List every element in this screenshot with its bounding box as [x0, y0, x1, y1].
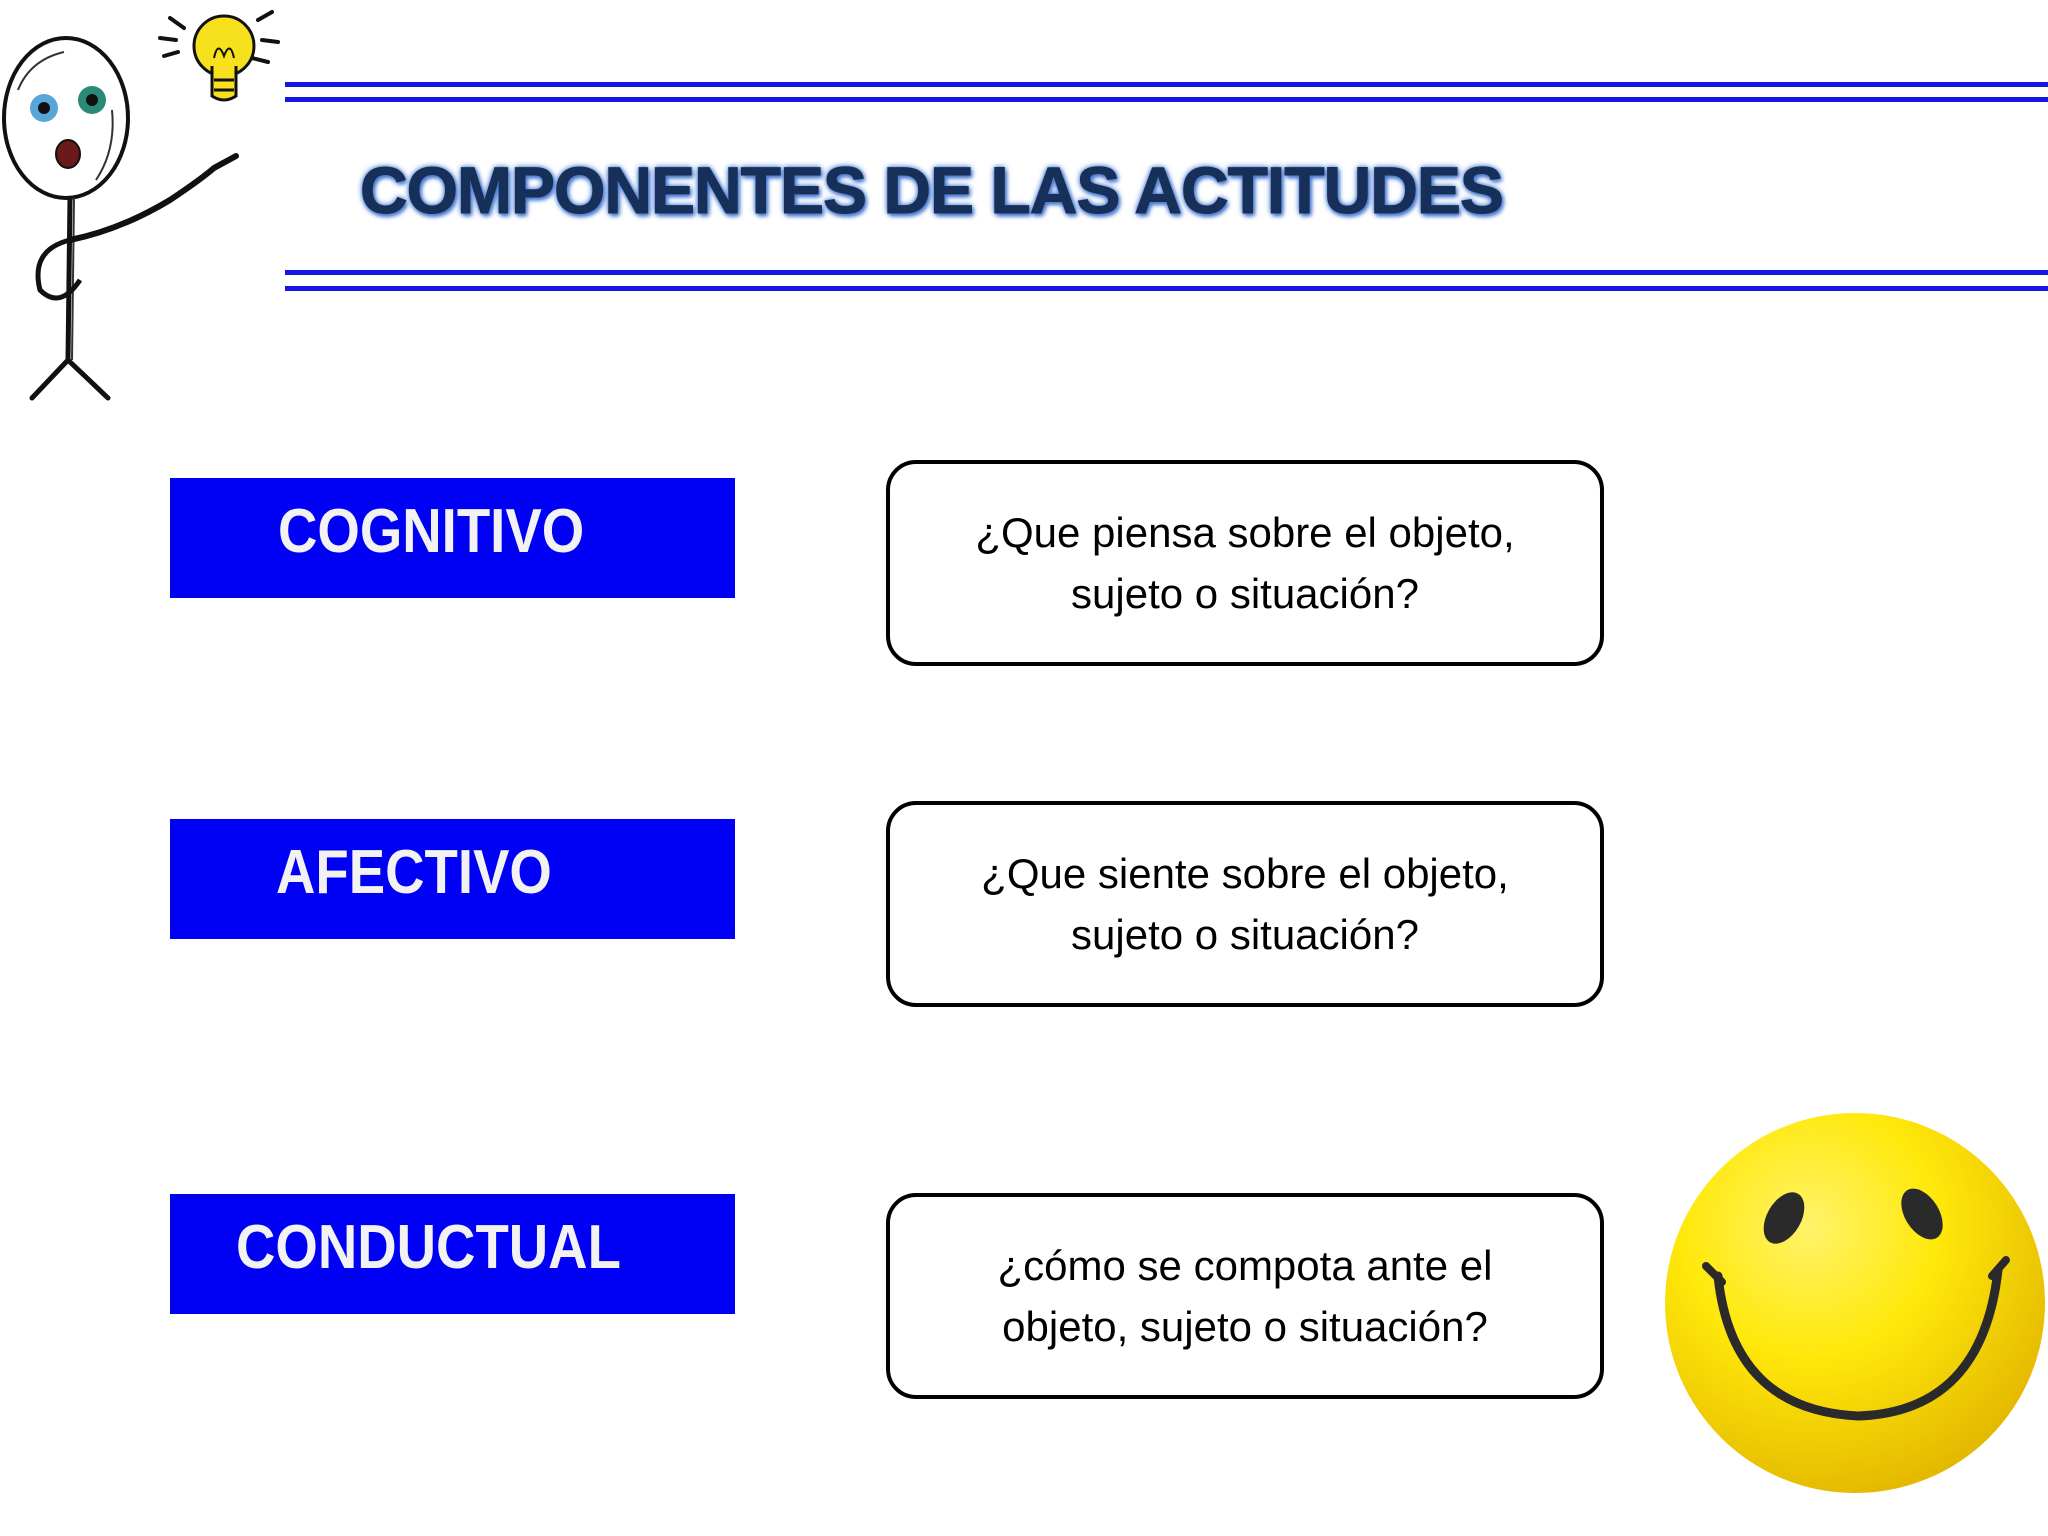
slide-title: COMPONENTES DE LAS ACTITUDES	[360, 153, 1503, 227]
component-question-text: ¿Que piensa sobre el objeto, sujeto o situación?	[975, 509, 1515, 617]
component-label-conductual	[170, 1194, 735, 1314]
smiley-face-icon	[1662, 1110, 2048, 1496]
component-question-afectivo	[886, 801, 1604, 1007]
component-label-text: COGNITIVO	[278, 497, 585, 566]
stick-figure-lightbulb-icon	[0, 0, 290, 410]
component-label-afectivo	[170, 819, 735, 939]
component-label-text: AFECTIVO	[276, 838, 552, 907]
component-question-cognitivo	[886, 460, 1604, 666]
component-question-text: ¿Que siente sobre el objeto, sujeto o situación?	[981, 850, 1509, 958]
header-rule-bottom-1	[285, 270, 2048, 275]
header-rule-top-1	[285, 82, 2048, 87]
component-question-conductual	[886, 1193, 1604, 1399]
component-label-text: CONDUCTUAL	[236, 1213, 621, 1282]
component-question-text: ¿cómo se compota ante el objeto, sujeto o situación?	[997, 1242, 1493, 1350]
component-label-cognitivo	[170, 478, 735, 598]
header-rule-bottom-2	[285, 286, 2048, 291]
header-rule-top-2	[285, 97, 2048, 102]
